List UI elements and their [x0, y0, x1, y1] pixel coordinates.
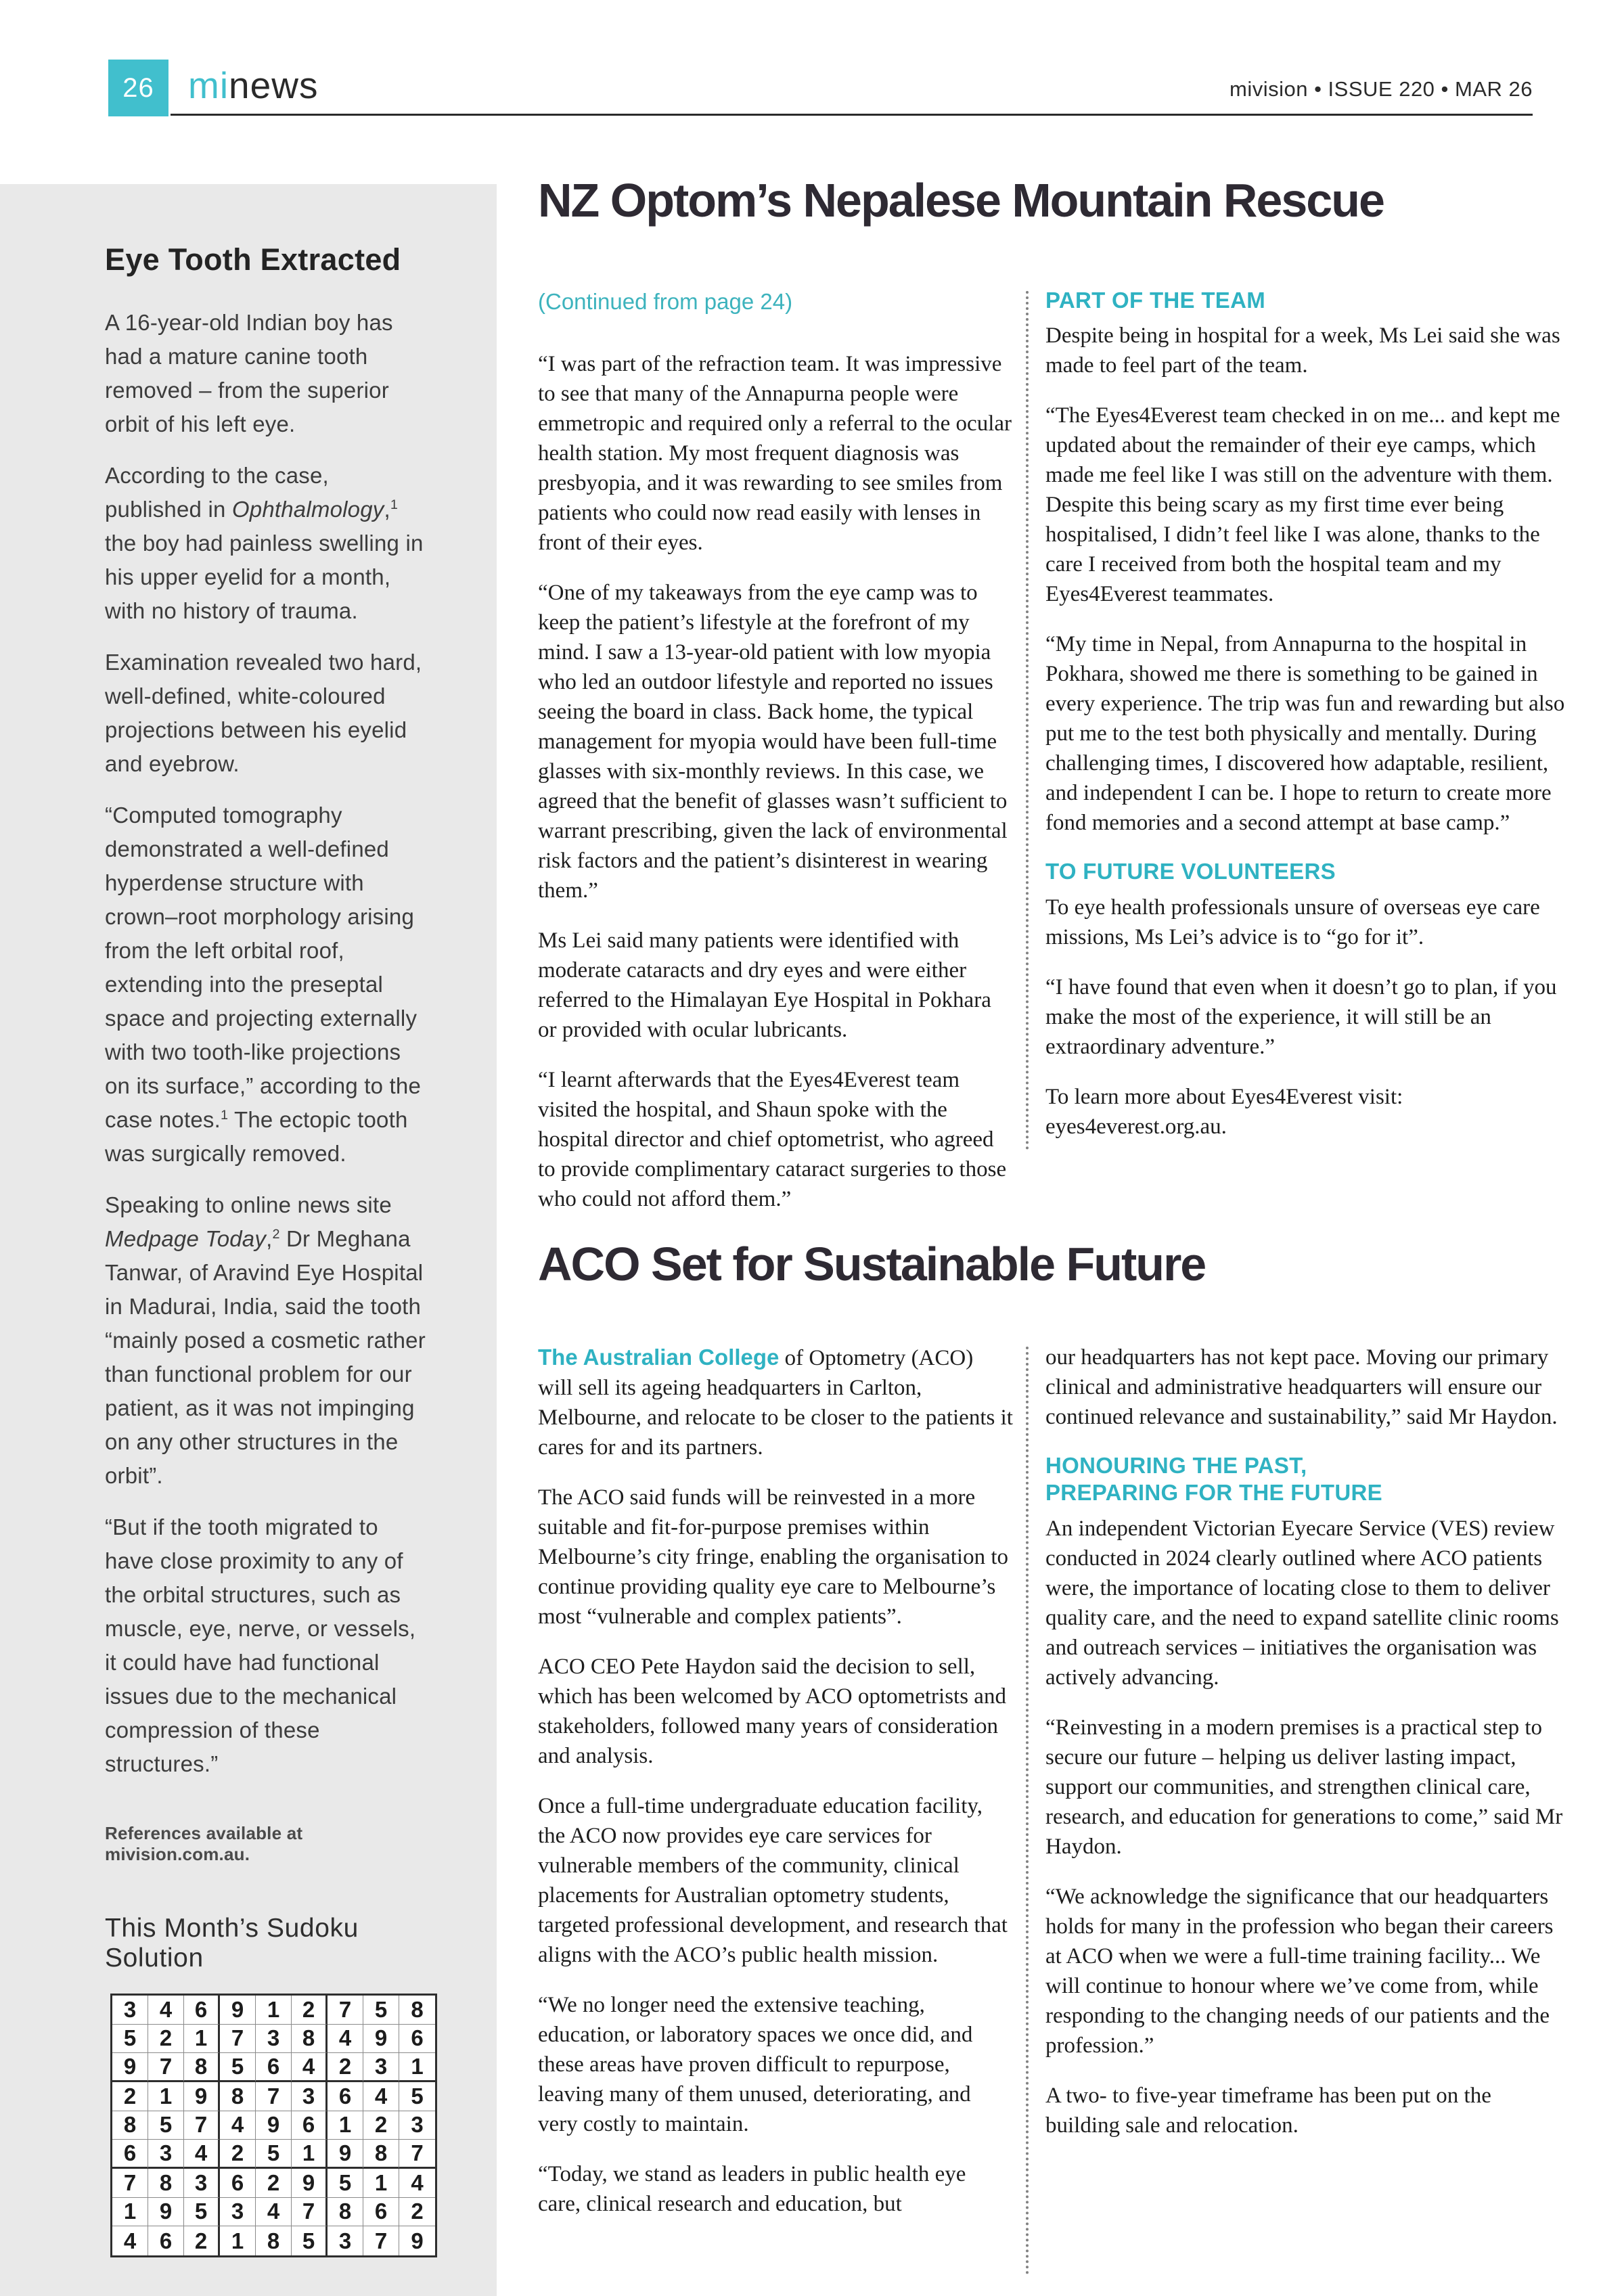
- sudoku-cell: 7: [399, 2140, 435, 2169]
- article-paragraph: Once a full-time undergraduate education facility, the ACO now provides eye care services for vulnerable members of the community, clinical placements for Australian optometry students, targeted professional development, and research that aligns with the ACO’s public health mission.: [538, 1794, 1008, 1967]
- sudoku-cell: 1: [220, 2226, 256, 2255]
- sidebar-paragraph: According to the case, published in Ophthalmology,$^1$ the boy had painless swelling in his upper eyelid for a month, with no history of trauma.: [105, 463, 424, 623]
- article-paragraph: A two- to five-year timeframe has been put on the building sale and relocation.: [1045, 2083, 1491, 2138]
- reference-marker: 1: [390, 497, 399, 512]
- sudoku-cell: 8: [399, 1996, 435, 2025]
- article1-column-right: [1045, 287, 1565, 1162]
- sudoku-cell: 6: [399, 2025, 435, 2054]
- page-number: 26: [122, 72, 154, 103]
- sudoku-cell: 2: [220, 2140, 256, 2169]
- article-paragraph: To learn more about Eyes4Everest visit: eyes4everest.org.au.: [1045, 1084, 1403, 1139]
- logo-news: news: [229, 64, 319, 106]
- sudoku-cell: 4: [220, 2111, 256, 2140]
- sudoku-cell: 1: [328, 2111, 363, 2140]
- sudoku-cell: 3: [292, 2082, 328, 2111]
- sudoku-cell: 5: [220, 2053, 256, 2082]
- page-number-badge: [108, 60, 168, 116]
- article-paragraph: “One of my takeaways from the eye camp was to keep the patient’s lifestyle at the forefront of my mind. I saw a 13-year-old patient with low myopia who led an outdoor lifestyle and reported no issues seeing the board in class. Back home, the typical management for myopia would have been full-time glasses with six-monthly reviews. In this case, we agreed that the benefit of glasses wasn’t sufficient to warrant prescribing, given the lack of environmental risk factors and the patient’s disinterest in wearing them.”: [538, 581, 1008, 903]
- sudoku-cell: 6: [328, 2082, 363, 2111]
- references-note: References available at mivision.com.au.: [105, 1823, 303, 1864]
- article2-title: ACO Set for Sustainable Future: [538, 1238, 1206, 1290]
- sudoku-cell: 4: [292, 2053, 328, 2082]
- sidebar-article-title: Eye Tooth Extracted: [105, 242, 401, 277]
- sidebar-article-eye-tooth: [105, 242, 428, 2257]
- sudoku-cell: 5: [148, 2111, 184, 2140]
- sudoku-cell: 1: [148, 2082, 184, 2111]
- article-paragraph: Despite being in hospital for a week, Ms Lei said she was made to feel part of the team.: [1045, 323, 1560, 378]
- sidebar-paragraph: Examination revealed two hard, well-defined, white-coloured projections between his eyelid and eyebrow.: [105, 650, 422, 776]
- sudoku-cell: 5: [363, 1996, 399, 2025]
- sudoku-cell: 1: [112, 2198, 148, 2227]
- sudoku-cell: 6: [363, 2198, 399, 2227]
- sudoku-cell: 1: [363, 2169, 399, 2198]
- sudoku-grid: [110, 1994, 437, 2257]
- sudoku-cell: 5: [292, 2226, 328, 2255]
- sudoku-cell: 8: [256, 2226, 292, 2255]
- journal-name: Ophthalmology: [231, 497, 384, 522]
- article2-column-left: [538, 1343, 1013, 2239]
- sudoku-cell: 1: [256, 1996, 292, 2025]
- sudoku-cell: 8: [148, 2169, 184, 2198]
- issue-info: mivision • ISSUE 220 • MAR 26: [1230, 77, 1533, 101]
- sudoku-cell: 9: [256, 2111, 292, 2140]
- sudoku-cell: 4: [256, 2198, 292, 2227]
- article-paragraph: “My time in Nepal, from Annapurna to the hospital in Pokhara, showed me there is something to be gained in every experience. The trip was fun and rewarding but also put me to the test both physically and mentally. During challenging times, I discovered how adaptable, resilient, and independent I can be. I hope to return to create more fond memories and a second attempt at base camp.”: [1045, 632, 1565, 836]
- section-heading: HONOURING THE PAST, PREPARING FOR THE FUTURE: [1045, 1453, 1382, 1506]
- sudoku-cell: 6: [256, 2053, 292, 2082]
- article-paragraph: An independent Victorian Eyecare Service (VES) review conducted in 2024 clearly outlined where ACO patients were, the importance of locating close to them to deliver quality care, and the need to expand satellite clinic rooms and outreach services – initiatives the organisation was actively advancing.: [1045, 1516, 1559, 1690]
- continued-note: (Continued from page 24): [538, 289, 793, 314]
- article-paragraph: “We acknowledge the significance that our headquarters holds for many in the profession who began their careers at ACO when we were a full-time training facility... We will continue to honour where we’ve come from, while responding to the changing needs of our patients and the profession.”: [1045, 1884, 1554, 2058]
- sudoku-cell: 9: [292, 2169, 328, 2198]
- sudoku-cell: 9: [184, 2082, 220, 2111]
- sudoku-cell: 8: [220, 2082, 256, 2111]
- sudoku-cell: 8: [184, 2053, 220, 2082]
- sudoku-cell: 6: [148, 2226, 184, 2255]
- article-paragraph: “Today, we stand as leaders in public health eye care, clinical research and education, but: [538, 2162, 966, 2216]
- sudoku-cell: 3: [328, 2226, 363, 2255]
- sudoku-cell: 5: [112, 2025, 148, 2054]
- sudoku-cell: 7: [148, 2053, 184, 2082]
- sudoku-cell: 4: [399, 2169, 435, 2198]
- sudoku-cell: 1: [292, 2140, 328, 2169]
- article-paragraph: our headquarters has not kept pace. Moving our primary clinical and administrative headquarters will ensure our continued relevance and sustainability,” said Mr Haydon.: [1045, 1345, 1558, 1429]
- logo-mi: mi: [188, 64, 229, 106]
- sudoku-cell: 7: [112, 2169, 148, 2198]
- article2-column-right: [1045, 1343, 1565, 2161]
- sudoku-cell: 7: [363, 2226, 399, 2255]
- sudoku-cell: 1: [399, 2053, 435, 2082]
- article1-title: NZ Optom’s Nepalese Mountain Rescue: [538, 174, 1384, 227]
- sudoku-cell: 9: [220, 1996, 256, 2025]
- article-paragraph: Ms Lei said many patients were identified with moderate cataracts and dry eyes and were either referred to the Himalayan Eye Hospital in Pokhara or provided with ocular lubricants.: [538, 928, 991, 1042]
- column-divider: [1026, 291, 1029, 1150]
- sudoku-cell: 2: [112, 2082, 148, 2111]
- article-paragraph: “I learnt afterwards that the Eyes4Everest team visited the hospital, and Shaun spoke with the hospital director and chief optometrist, who agreed to provide complimentary cataract surgeries to those who could not afford them.”: [538, 1068, 1007, 1211]
- sudoku-cell: 2: [184, 2226, 220, 2255]
- sudoku-cell: 8: [363, 2140, 399, 2169]
- sudoku-cell: 3: [256, 2025, 292, 2054]
- sudoku-cell: 6: [220, 2169, 256, 2198]
- sudoku-cell: 4: [112, 2226, 148, 2255]
- article-paragraph: The ACO said funds will be reinvested in a more suitable and fit-for-purpose premises within Melbourne’s city fringe, enabling the organisation to continue providing quality eye care to Melbourne’s most “vulnerable and complex patients”.: [538, 1485, 1008, 1629]
- sudoku-cell: 5: [256, 2140, 292, 2169]
- sudoku-cell: 9: [148, 2198, 184, 2227]
- sidebar-panel: [0, 184, 497, 2296]
- sudoku-cell: 6: [292, 2111, 328, 2140]
- sudoku-cell: 7: [256, 2082, 292, 2111]
- sudoku-cell: 4: [148, 1996, 184, 2025]
- news-site-name: Medpage Today: [105, 1226, 267, 1251]
- sudoku-cell: 5: [328, 2169, 363, 2198]
- sudoku-cell: 6: [112, 2140, 148, 2169]
- article-paragraph: “We no longer need the extensive teaching, education, or laboratory spaces we once did, and these areas have proven difficult to repurpose, leaving many of them unused, deteriorating, and very costly to maintain.: [538, 1993, 973, 2136]
- sudoku-cell: 1: [184, 2025, 220, 2054]
- sudoku-cell: 5: [184, 2198, 220, 2227]
- sudoku-cell: 4: [363, 2082, 399, 2111]
- sudoku-cell: 7: [184, 2111, 220, 2140]
- minews-logo: [188, 64, 318, 107]
- reference-marker: 1: [220, 1108, 229, 1123]
- sudoku-cell: 2: [328, 2053, 363, 2082]
- section-heading: TO FUTURE VOLUNTEERS: [1045, 859, 1336, 884]
- sudoku-cell: 4: [184, 2140, 220, 2169]
- sudoku-cell: 8: [292, 2025, 328, 2054]
- sudoku-cell: 3: [112, 1996, 148, 2025]
- sudoku-cell: 2: [148, 2025, 184, 2054]
- section-heading: PART OF THE TEAM: [1045, 288, 1266, 313]
- article-paragraph: ACO CEO Pete Haydon said the decision to sell, which has been welcomed by ACO optometrists and stakeholders, followed many years of consideration and analysis.: [538, 1655, 1006, 1768]
- article-paragraph: “Reinvesting in a modern premises is a practical step to secure our future – helping us deliver lasting impact, support our communities, and strengthen clinical care, research, and education for generations to come,” said Mr Haydon.: [1045, 1715, 1563, 1859]
- sudoku-cell: 7: [292, 2198, 328, 2227]
- reference-marker: 2: [272, 1227, 280, 1242]
- sudoku-cell: 5: [399, 2082, 435, 2111]
- sudoku-cell: 3: [363, 2053, 399, 2082]
- sudoku-title: This Month’s Sudoku Solution: [105, 1914, 359, 1973]
- sidebar-paragraph: “Computed tomography demonstrated a well-defined hyperdense structure with crown–root morphology arising from the left orbital roof, extending into the preseptal space and projecting externally with two tooth-like projections on its surface,” according to the case notes.$^1$ The ectopic tooth was surgically removed.: [105, 803, 422, 1166]
- sudoku-cell: 3: [148, 2140, 184, 2169]
- sudoku-cell: 2: [292, 1996, 328, 2025]
- sudoku-cell: 7: [328, 1996, 363, 2025]
- sudoku-cell: 9: [363, 2025, 399, 2054]
- sudoku-cell: 2: [256, 2169, 292, 2198]
- column-divider: [1026, 1347, 1029, 2275]
- sidebar-paragraph: Speaking to online news site Medpage Today,$^2$ Dr Meghana Tanwar, of Aravind Eye Hospital in Madurai, India, said the tooth “mainly posed a cosmetic rather than functional problem for our patient, as it was not impinging on any other structures in the orbit”.: [105, 1192, 426, 1488]
- article-paragraph: “The Eyes4Everest team checked in on me... and kept me updated about the remainder of their eye camps, which made me feel like I was still on the adventure with them. Despite this being scary as my first time ever being hospitalised, I didn’t feel like I was alone, thanks to the care I received from both the hospital team and my Eyes4Everest teammates.: [1045, 403, 1560, 607]
- sudoku-cell: 2: [363, 2111, 399, 2140]
- sudoku-cell: 4: [328, 2025, 363, 2054]
- sudoku-cell: 9: [112, 2053, 148, 2082]
- sudoku-cell: 9: [411, 2228, 424, 2253]
- sudoku-cell: 2: [399, 2198, 435, 2227]
- sidebar-paragraph: “But if the tooth migrated to have close proximity to any of the orbital structures, such as muscle, eye, nerve, or vessels, it could have had functional issues due to the mechanical compression of these structures.”: [105, 1514, 416, 1776]
- sudoku-cell: 8: [328, 2198, 363, 2227]
- sudoku-cell: 7: [220, 2025, 256, 2054]
- article-paragraph: “I have found that even when it doesn’t go to plan, if you make the most of the experience, it will still be an extraordinary adventure.”: [1045, 974, 1557, 1059]
- sudoku-cell: 3: [220, 2198, 256, 2227]
- article-lead-paragraph: The Australian College of Optometry (ACO) will sell its ageing headquarters in Carlton, Melbourne, and relocate to be closer to the patients it cares for and its partners.: [538, 1345, 1013, 1460]
- article1-column-left: [538, 287, 1013, 1234]
- sudoku-cell: 6: [184, 1996, 220, 2025]
- sudoku-cell: 3: [184, 2169, 220, 2198]
- sudoku-cell: 3: [399, 2111, 435, 2140]
- sudoku-cell: 8: [112, 2111, 148, 2140]
- article-paragraph: “I was part of the refraction team. It was impressive to see that many of the Annapurna people were emmetropic and required only a referral to the ocular health station. My most frequent diagnosis was presbyopia, and it was rewarding to see smiles from patients who could now read easily with lenses in front of their eyes.: [538, 352, 1012, 555]
- lead-in-accent: The Australian College: [538, 1345, 780, 1370]
- sidebar-paragraph: A 16-year-old Indian boy has had a mature canine tooth removed – from the superior orbit of his left eye.: [105, 310, 393, 436]
- header-rule: [171, 114, 1533, 116]
- sudoku-cell: 9: [328, 2140, 363, 2169]
- article-paragraph: To eye health professionals unsure of overseas eye care missions, Ms Lei’s advice is to “go for it”.: [1045, 895, 1540, 949]
